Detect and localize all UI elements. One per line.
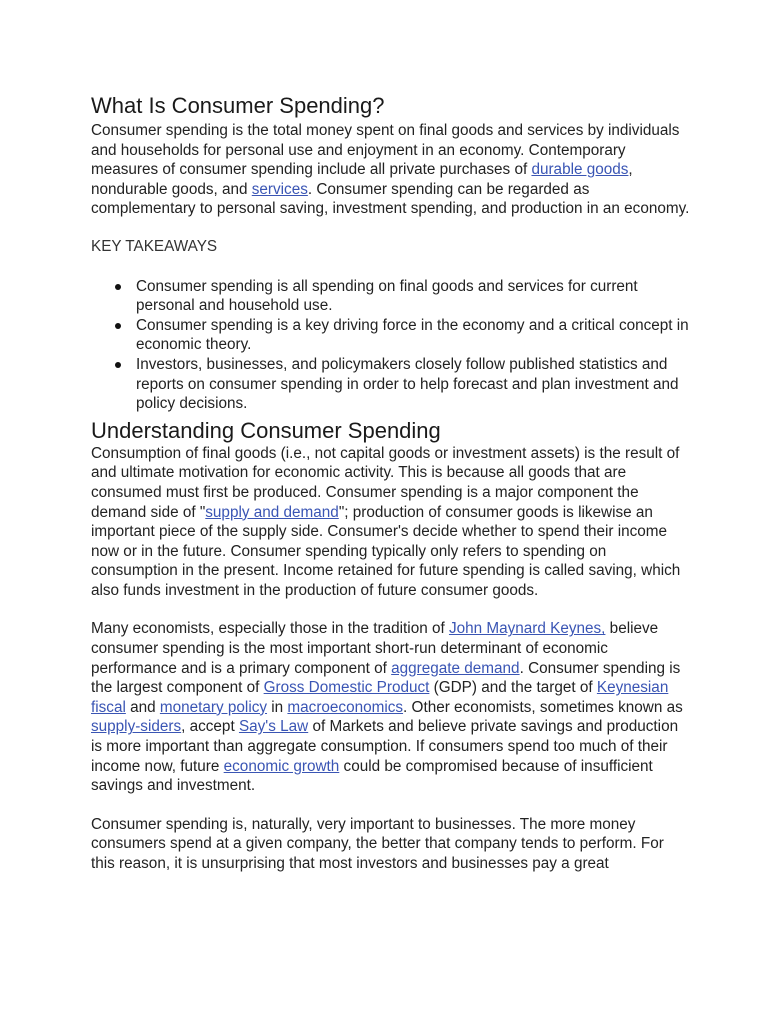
text-run: . Consumer spending is the largest component of (91, 659, 681, 697)
key-takeaways-heading: KEY TAKEAWAYS (91, 237, 218, 255)
text-run: . Other economists, sometimes known as (403, 698, 683, 716)
body-paragraph (91, 815, 691, 874)
text-run: believe consumer spending is the most important short-run determinant of economic performance and is a primary component of (91, 620, 659, 677)
text-run: "; production of consumer goods is likewise an important piece of the supply side. Consumer's decide whether to spend their income now or in the future. Consumer spending typically only refers to spending on consumption in the present. Income retained for future spending is called saving, which also funds investment in the production of future consumer goods. (91, 503, 681, 599)
inline-link[interactable]: macroeconomics (287, 698, 404, 716)
intro-paragraph (91, 121, 691, 219)
inline-link[interactable]: Gross Domestic Product (263, 679, 430, 697)
list-item: Investors, businesses, and policymakers closely follow published statistics and reports on consumer spending in order to help forecast and plan investment and policy decisions. (136, 355, 691, 414)
text-run: and (125, 698, 160, 716)
text-run: , nondurable goods, and (91, 161, 633, 198)
inline-link[interactable]: economic growth (223, 757, 340, 775)
inline-link[interactable]: services (251, 180, 308, 198)
section-title-what-is: What Is Consumer Spending? (91, 93, 385, 118)
text-run: Consumer spending is, naturally, very important to businesses. The more money consumers spend at a given company, the better that company tends to perform. For this reason, it is unsurprising that most investors and businesses pay a great (91, 815, 664, 872)
inline-link[interactable]: monetary policy (159, 698, 268, 716)
list-item: Consumer spending is a key driving force in the economy and a critical concept in economic theory. (136, 316, 691, 355)
text-run: could be compromised because of insufficient savings and investment. (91, 757, 653, 795)
inline-link[interactable]: supply-siders (91, 718, 182, 736)
list-item: Consumer spending is all spending on final goods and services for current personal and household use. (136, 277, 691, 316)
text-run: Consumption of final goods (i.e., not capital goods or investment assets) is the result of and ultimate motivation for economic activity. This is because all goods that are consumed must first be produced. Consumer spending is a major component the demand side of " (91, 444, 680, 521)
text-run: . Consumer spending can be regarded as complementary to personal saving, investment spending, and production in an economy. (91, 180, 690, 218)
key-takeaways-list (91, 277, 691, 414)
text-run: in (267, 698, 288, 716)
inline-link[interactable]: durable goods (531, 161, 629, 179)
inline-link[interactable]: aggregate demand (391, 659, 520, 677)
text-run: Many economists, especially those in the tradition of (91, 620, 449, 638)
inline-link[interactable]: Say's Law (238, 718, 309, 736)
text-run: (GDP) and the target of (429, 679, 597, 697)
section-title-understanding: Understanding Consumer Spending (91, 417, 441, 443)
inline-link[interactable]: supply and demand (205, 503, 339, 521)
text-run: Consumer spending is the total money spent on final goods and services by individuals and households for personal use and enjoyment in an economy. Contemporary measures of consumer spending include all private purchases of (91, 122, 680, 179)
text-run: , accept (181, 718, 239, 736)
inline-link[interactable]: John Maynard Keynes, (448, 620, 606, 638)
body-paragraph (91, 619, 691, 795)
inline-link[interactable]: fiscal (91, 698, 126, 716)
inline-link[interactable]: Keynesian (596, 679, 669, 697)
text-run: of Markets and believe private savings and production is more important than aggregate consumption. If consumers spend too much of their income now, future (91, 718, 679, 775)
document-body (91, 92, 691, 874)
body-paragraph (91, 444, 691, 601)
